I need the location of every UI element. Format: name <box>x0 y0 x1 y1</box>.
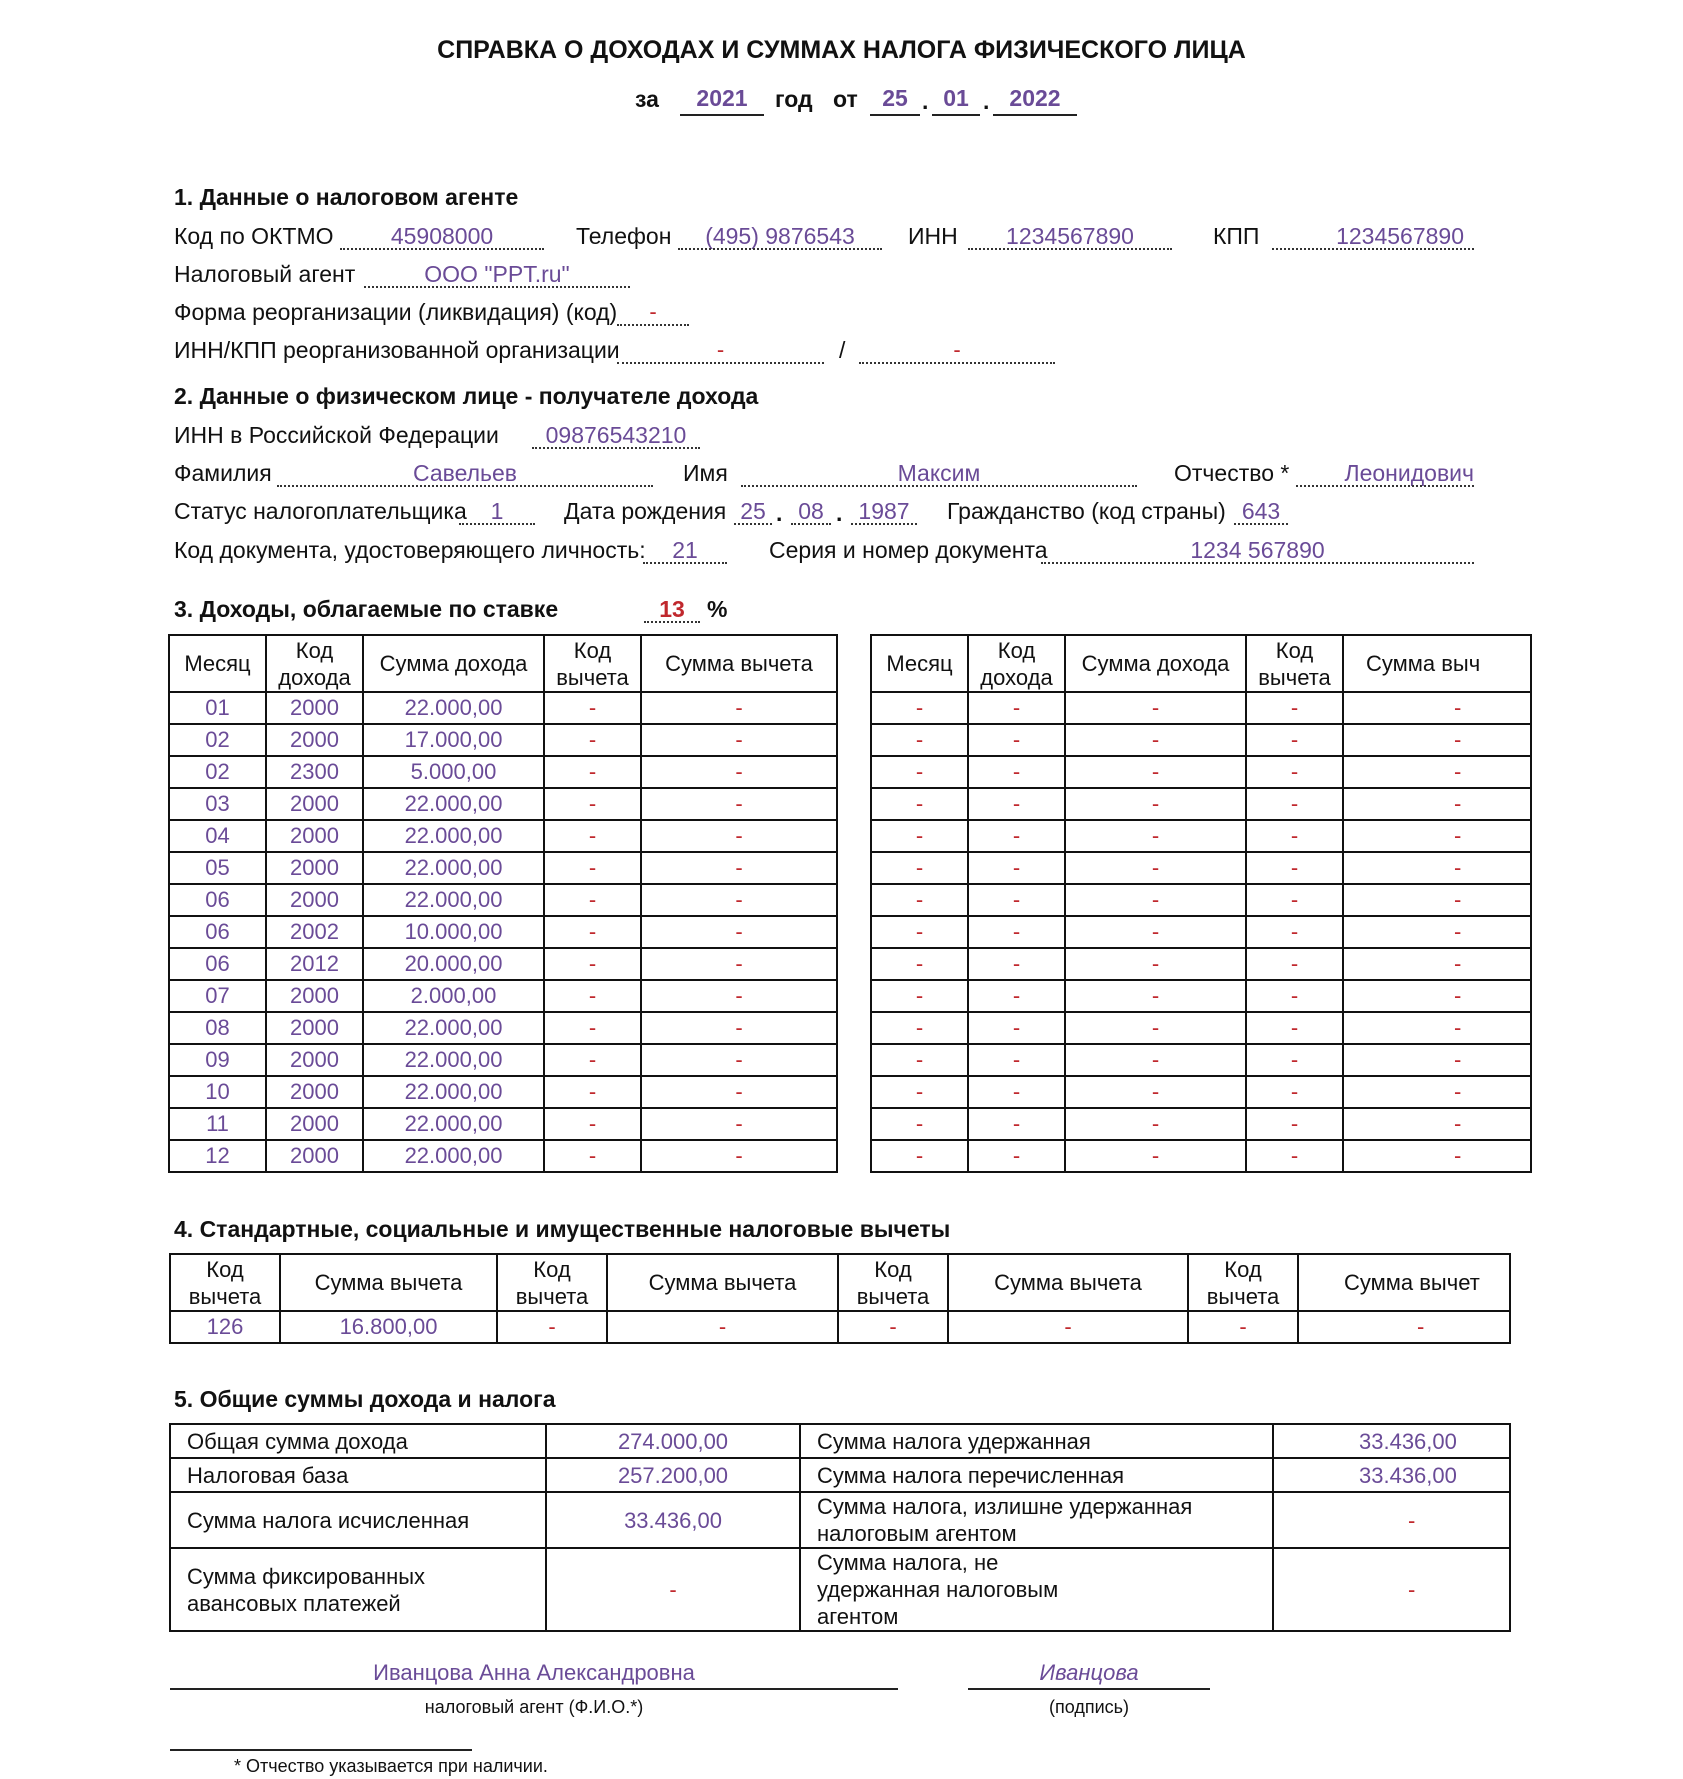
signature-caption: (подпись) <box>1048 1697 1130 1717</box>
oktmo-field[interactable]: 45908000 <box>390 223 494 249</box>
table-row <box>169 852 837 884</box>
total-label: Сумма налога исчисленная <box>170 1492 546 1548</box>
table-cell[interactable]: - <box>544 852 641 884</box>
table-cell[interactable]: - <box>544 884 641 916</box>
table-cell[interactable]: 02 <box>169 724 266 756</box>
table-cell[interactable]: 22.000,00 <box>363 1012 544 1044</box>
column-header: Код вычета <box>497 1254 607 1311</box>
column-header: Сумма дохода <box>363 635 544 692</box>
table-cell[interactable]: - <box>968 916 1065 948</box>
table-cell[interactable]: - <box>968 820 1065 852</box>
table-cell[interactable]: - <box>544 1012 641 1044</box>
table-row <box>169 1140 837 1172</box>
table-cell[interactable]: 22.000,00 <box>363 1108 544 1140</box>
table-cell[interactable]: - <box>1343 692 1531 724</box>
table-cell[interactable]: - <box>871 916 968 948</box>
table-cell[interactable]: - <box>1065 916 1246 948</box>
doc-year[interactable]: 2022 <box>1009 85 1061 111</box>
table-cell[interactable]: - <box>641 1108 837 1140</box>
table-cell[interactable]: - <box>1343 1076 1531 1108</box>
table-cell[interactable]: - <box>641 980 837 1012</box>
table-cell[interactable]: - <box>544 1076 641 1108</box>
table-cell[interactable]: 22.000,00 <box>363 788 544 820</box>
table-cell[interactable]: 5.000,00 <box>363 756 544 788</box>
table-cell[interactable]: - <box>1246 788 1343 820</box>
table-cell[interactable]: - <box>544 820 641 852</box>
table-cell[interactable]: - <box>544 948 641 980</box>
table-row <box>169 724 837 756</box>
table-cell[interactable]: 11 <box>169 1108 266 1140</box>
inn-label: ИНН <box>908 223 958 249</box>
table-cell[interactable]: - <box>544 756 641 788</box>
table-row <box>169 692 837 724</box>
table-row <box>871 980 1531 1012</box>
table-cell[interactable]: - <box>641 948 837 980</box>
agent-field[interactable]: ООО "PPT.ru" <box>424 261 570 287</box>
column-header: Месяц <box>169 635 266 692</box>
doc-month[interactable]: 01 <box>943 85 969 111</box>
column-header: Сумма вычета <box>641 635 837 692</box>
table-cell[interactable]: 07 <box>169 980 266 1012</box>
table-cell[interactable]: 06 <box>169 916 266 948</box>
table-cell[interactable]: - <box>968 692 1065 724</box>
table-cell[interactable]: - <box>1246 1140 1343 1172</box>
total-label: Налоговая база <box>170 1458 546 1492</box>
table-cell[interactable]: 03 <box>169 788 266 820</box>
table-cell[interactable]: - <box>1246 916 1343 948</box>
table-cell[interactable]: - <box>641 756 837 788</box>
table-row <box>871 1108 1531 1140</box>
agent-full-name[interactable]: Иванцова Анна Александровна <box>373 1660 695 1685</box>
table-cell[interactable]: - <box>871 692 968 724</box>
table-cell[interactable]: 12 <box>169 1140 266 1172</box>
person-inn-label: ИНН в Российской Федерации <box>174 422 499 448</box>
god-label: год <box>775 86 813 112</box>
table-cell[interactable]: - <box>1246 756 1343 788</box>
table-cell[interactable]: - <box>641 1140 837 1172</box>
table-cell[interactable]: 06 <box>169 884 266 916</box>
table-cell[interactable]: 10 <box>169 1076 266 1108</box>
table-cell[interactable]: - <box>544 1108 641 1140</box>
dob-sep: . <box>776 500 783 526</box>
table-cell[interactable]: - <box>1065 852 1246 884</box>
table-cell[interactable]: - <box>871 1012 968 1044</box>
citizenship-field[interactable]: 643 <box>1241 498 1281 524</box>
column-header: Код дохода <box>968 635 1065 692</box>
table-cell[interactable]: - <box>544 692 641 724</box>
table-cell[interactable]: - <box>871 1076 968 1108</box>
table-cell[interactable]: 01 <box>169 692 266 724</box>
table-cell[interactable]: - <box>1343 1108 1531 1140</box>
table-row <box>871 948 1531 980</box>
za-label: за <box>635 86 659 112</box>
column-header: Код вычета <box>838 1254 948 1311</box>
table-row <box>169 980 837 1012</box>
table-row <box>169 820 837 852</box>
table-row <box>871 1044 1531 1076</box>
table-cell[interactable]: - <box>968 852 1065 884</box>
column-header: Код вычета <box>1188 1254 1298 1311</box>
patronymic-field[interactable]: Леонидович <box>1344 460 1474 486</box>
status-label: Статус налогоплательщика <box>174 498 467 524</box>
table-cell[interactable]: - <box>871 756 968 788</box>
table-cell[interactable]: - <box>1065 1012 1246 1044</box>
table-cell[interactable]: - <box>1065 980 1246 1012</box>
table-cell[interactable]: - <box>871 820 968 852</box>
dob-label: Дата рождения <box>564 498 727 524</box>
table-cell[interactable]: - <box>968 756 1065 788</box>
dob-year[interactable]: 1987 <box>858 498 910 524</box>
reorg-field[interactable]: - <box>649 299 657 324</box>
table-cell[interactable]: - <box>1246 948 1343 980</box>
table-cell[interactable]: 2000 <box>266 1012 363 1044</box>
table-cell[interactable]: - <box>968 788 1065 820</box>
citizenship-label: Гражданство (код страны) <box>947 498 1226 524</box>
table-cell[interactable]: - <box>1246 980 1343 1012</box>
table-cell[interactable]: - <box>968 1044 1065 1076</box>
doc-code-field[interactable]: 21 <box>672 537 698 563</box>
section3-title: 3. Доходы, облагаемые по ставке <box>174 596 559 622</box>
table-cell[interactable]: - <box>1065 756 1246 788</box>
table-cell[interactable]: 2000 <box>266 1140 363 1172</box>
table-row <box>871 788 1531 820</box>
income-table-right-wrap <box>868 633 1481 1179</box>
table-cell[interactable]: - <box>871 980 968 1012</box>
table-cell[interactable]: 2000 <box>266 724 363 756</box>
table-cell[interactable]: 2000 <box>266 980 363 1012</box>
table-row <box>169 884 837 916</box>
name-label: Имя <box>683 460 728 486</box>
table-cell[interactable]: 05 <box>169 852 266 884</box>
table-row <box>871 692 1531 724</box>
surname-field[interactable]: Савельев <box>412 460 518 486</box>
totals-table <box>169 1423 1511 1632</box>
deduction-sum[interactable]: - <box>948 1311 1188 1343</box>
table-row <box>871 884 1531 916</box>
column-header: Сумма вычета <box>280 1254 497 1311</box>
phone-field[interactable]: (495) 9876543 <box>705 223 855 249</box>
income-table-right <box>870 634 1532 1173</box>
table-cell[interactable]: - <box>641 788 837 820</box>
date-sep: . <box>983 88 990 114</box>
total-label: Сумма налога удержанная <box>800 1424 1273 1458</box>
total-label: Сумма налога, не удержанная налоговым агентом <box>800 1548 1273 1631</box>
table-cell[interactable]: - <box>544 1044 641 1076</box>
table-row <box>871 916 1531 948</box>
table-cell[interactable]: - <box>1343 1140 1531 1172</box>
table-row <box>169 756 837 788</box>
table-cell[interactable]: - <box>968 1140 1065 1172</box>
column-header: Код дохода <box>266 635 363 692</box>
table-cell[interactable]: - <box>1065 724 1246 756</box>
table-cell[interactable]: - <box>1343 820 1531 852</box>
section4-title: 4. Стандартные, социальные и имущественные налоговые вычеты <box>174 1216 951 1242</box>
table-cell[interactable]: - <box>641 692 837 724</box>
total-value[interactable]: 274.000,00 <box>546 1424 800 1458</box>
table-cell[interactable]: 10.000,00 <box>363 916 544 948</box>
table-cell[interactable]: - <box>1246 852 1343 884</box>
status-field[interactable]: 1 <box>490 498 504 524</box>
table-cell[interactable]: - <box>871 1140 968 1172</box>
oktmo-label: Код по ОКТМО <box>174 223 334 249</box>
table-cell[interactable]: - <box>1246 1012 1343 1044</box>
year-value[interactable]: 2021 <box>696 85 748 111</box>
table-cell[interactable]: - <box>544 1140 641 1172</box>
total-value[interactable]: - <box>1273 1492 1510 1548</box>
section1-title: 1. Данные о налоговом агенте <box>174 184 519 210</box>
table-cell[interactable]: - <box>968 1012 1065 1044</box>
deductions-table <box>169 1253 1511 1344</box>
table-cell[interactable]: - <box>1343 916 1531 948</box>
table-cell[interactable]: - <box>1343 852 1531 884</box>
table-cell[interactable]: - <box>871 1044 968 1076</box>
table-row <box>169 1012 837 1044</box>
section5-title: 5. Общие суммы дохода и налога <box>174 1386 556 1412</box>
table-cell[interactable]: 2000 <box>266 1076 363 1108</box>
dob-day[interactable]: 25 <box>740 498 766 524</box>
table-cell[interactable]: - <box>871 852 968 884</box>
total-value[interactable]: 257.200,00 <box>546 1458 800 1492</box>
income-table-left <box>168 634 838 1173</box>
table-cell[interactable]: - <box>871 948 968 980</box>
table-cell[interactable]: - <box>544 724 641 756</box>
total-label: Сумма налога перечисленная <box>800 1458 1273 1492</box>
deduction-code[interactable]: - <box>1188 1311 1298 1343</box>
ot-label: от <box>833 86 858 112</box>
doc-code-label: Код документа, удостоверяющего личность: <box>174 537 646 563</box>
table-cell[interactable]: - <box>1246 1076 1343 1108</box>
table-cell[interactable]: 2012 <box>266 948 363 980</box>
totals-table-wrap <box>168 1422 1475 1629</box>
table-row <box>871 1140 1531 1172</box>
reorg-kpp-field[interactable]: - <box>953 337 961 362</box>
table-cell[interactable]: 22.000,00 <box>363 1044 544 1076</box>
table-cell[interactable]: 2000 <box>266 692 363 724</box>
table-cell[interactable]: - <box>1065 1108 1246 1140</box>
table-cell[interactable]: - <box>1343 724 1531 756</box>
signature[interactable]: Иванцова <box>1039 1660 1139 1685</box>
table-cell[interactable]: - <box>968 884 1065 916</box>
deductions-table-wrap <box>168 1252 1480 1352</box>
total-value[interactable]: - <box>1273 1548 1510 1631</box>
table-cell[interactable]: - <box>641 820 837 852</box>
agent-label: Налоговый агент <box>174 261 356 287</box>
reorg-inn-label: ИНН/КПП реорганизованной организации <box>174 337 620 363</box>
deduction-sum[interactable]: 16.800,00 <box>280 1311 497 1343</box>
table-cell[interactable]: - <box>968 980 1065 1012</box>
footnote: * Отчество указывается при наличии. <box>234 1756 548 1776</box>
table-cell[interactable]: - <box>1065 884 1246 916</box>
footnote-divider <box>170 1749 472 1751</box>
total-value[interactable]: 33.436,00 <box>1273 1458 1510 1492</box>
table-row <box>871 756 1531 788</box>
table-cell[interactable]: 22.000,00 <box>363 884 544 916</box>
document-title: СПРАВКА О ДОХОДАХ И СУММАХ НАЛОГА ФИЗИЧЕСКОГО ЛИЦА <box>437 36 1246 64</box>
table-row <box>169 1108 837 1140</box>
table-cell[interactable]: - <box>544 980 641 1012</box>
table-cell[interactable]: 2000 <box>266 1108 363 1140</box>
table-cell[interactable]: - <box>641 724 837 756</box>
patronymic-label: Отчество * <box>1174 460 1290 486</box>
deduction-code[interactable]: - <box>838 1311 948 1343</box>
table-cell[interactable]: - <box>871 884 968 916</box>
table-cell[interactable]: 06 <box>169 948 266 980</box>
table-cell[interactable]: 08 <box>169 1012 266 1044</box>
table-cell[interactable]: - <box>1343 756 1531 788</box>
table-cell[interactable]: 09 <box>169 1044 266 1076</box>
kpp-field[interactable]: 1234567890 <box>1336 223 1464 249</box>
table-cell[interactable]: - <box>968 1108 1065 1140</box>
tax-rate-field[interactable]: 13 <box>659 596 685 622</box>
phone-label: Телефон <box>576 223 672 249</box>
table-row <box>169 948 837 980</box>
table-cell[interactable]: - <box>1065 1140 1246 1172</box>
table-cell[interactable]: - <box>1246 884 1343 916</box>
table-cell[interactable]: - <box>1065 948 1246 980</box>
table-cell[interactable]: 20.000,00 <box>363 948 544 980</box>
table-cell[interactable]: - <box>871 1108 968 1140</box>
table-cell[interactable]: 2000 <box>266 1044 363 1076</box>
deduction-sum[interactable]: - <box>1298 1311 1510 1343</box>
dob-month[interactable]: 08 <box>798 498 824 524</box>
table-cell[interactable]: 22.000,00 <box>363 852 544 884</box>
name-field[interactable]: Максим <box>897 460 981 486</box>
table-row <box>169 1076 837 1108</box>
table-cell[interactable]: - <box>1065 1076 1246 1108</box>
table-cell[interactable]: - <box>968 948 1065 980</box>
table-cell[interactable]: - <box>1246 724 1343 756</box>
table-cell[interactable]: - <box>641 852 837 884</box>
table-cell[interactable]: - <box>1065 820 1246 852</box>
table-row <box>871 852 1531 884</box>
total-label: Сумма налога, излишне удержанная налоговым агентом <box>800 1492 1273 1548</box>
table-row <box>871 724 1531 756</box>
total-value[interactable]: 33.436,00 <box>546 1492 800 1548</box>
table-cell[interactable]: 17.000,00 <box>363 724 544 756</box>
doc-number-label: Серия и номер документа <box>769 537 1048 563</box>
table-cell[interactable]: - <box>1343 948 1531 980</box>
column-header: Код вычета <box>170 1254 280 1311</box>
kpp-label: КПП <box>1213 223 1260 249</box>
table-cell[interactable]: 02 <box>169 756 266 788</box>
table-cell[interactable]: - <box>641 1012 837 1044</box>
percent-sign: % <box>707 596 728 622</box>
agent-inn-field[interactable]: 1234567890 <box>1006 223 1134 249</box>
table-cell[interactable]: 2000 <box>266 820 363 852</box>
deduction-code[interactable]: - <box>497 1311 607 1343</box>
deduction-code[interactable]: 126 <box>170 1311 280 1343</box>
agent-name-caption: налоговый агент (Ф.И.О.*) <box>424 1697 644 1717</box>
table-cell[interactable]: - <box>544 916 641 948</box>
table-cell[interactable]: - <box>1246 1044 1343 1076</box>
total-value[interactable]: - <box>546 1548 800 1631</box>
table-cell[interactable]: 04 <box>169 820 266 852</box>
table-cell[interactable]: - <box>1246 1108 1343 1140</box>
column-header: Сумма дохода <box>1065 635 1246 692</box>
table-cell[interactable]: 22.000,00 <box>363 692 544 724</box>
table-row <box>871 820 1531 852</box>
table-cell[interactable]: 2300 <box>266 756 363 788</box>
total-label: Общая сумма дохода <box>170 1424 546 1458</box>
person-inn-field[interactable]: 09876543210 <box>545 422 687 448</box>
table-cell[interactable]: - <box>1065 692 1246 724</box>
table-cell[interactable]: - <box>968 1076 1065 1108</box>
table-cell[interactable]: 2000 <box>266 852 363 884</box>
column-header: Сумма вычета <box>607 1254 838 1311</box>
table-cell[interactable]: - <box>1343 788 1531 820</box>
table-cell[interactable]: - <box>1343 1012 1531 1044</box>
column-header: Сумма вычет <box>1298 1254 1510 1311</box>
table-cell[interactable]: 22.000,00 <box>363 1076 544 1108</box>
table-cell[interactable]: - <box>871 788 968 820</box>
table-cell[interactable]: 2000 <box>266 788 363 820</box>
table-row <box>169 1044 837 1076</box>
total-label: Сумма фиксированных авансовых платежей <box>170 1548 546 1631</box>
table-cell[interactable]: - <box>641 884 837 916</box>
table-cell[interactable]: 2000 <box>266 884 363 916</box>
table-cell[interactable]: - <box>1065 1044 1246 1076</box>
slash-separator: / <box>839 337 846 363</box>
table-cell[interactable]: - <box>641 1076 837 1108</box>
table-cell[interactable]: 22.000,00 <box>363 820 544 852</box>
column-header: Код вычета <box>544 635 641 692</box>
date-sep: . <box>922 88 929 114</box>
surname-label: Фамилия <box>174 460 272 486</box>
table-cell[interactable]: 22.000,00 <box>363 1140 544 1172</box>
section2-title: 2. Данные о физическом лице - получателе дохода <box>174 383 759 409</box>
table-row <box>871 1012 1531 1044</box>
deduction-sum[interactable]: - <box>607 1311 838 1343</box>
table-cell[interactable]: - <box>968 724 1065 756</box>
reorg-label: Форма реорганизации (ликвидация) (код) <box>174 299 618 325</box>
table-row <box>169 916 837 948</box>
table-cell[interactable]: - <box>1343 1044 1531 1076</box>
table-cell[interactable]: - <box>544 788 641 820</box>
table-cell[interactable]: - <box>1343 884 1531 916</box>
table-cell[interactable]: - <box>1343 980 1531 1012</box>
dob-sep: . <box>836 500 843 526</box>
table-cell[interactable]: - <box>1246 820 1343 852</box>
total-value[interactable]: 33.436,00 <box>1273 1424 1510 1458</box>
table-cell[interactable]: - <box>1246 692 1343 724</box>
column-header: Код вычета <box>1246 635 1343 692</box>
column-header: Сумма вычета <box>948 1254 1188 1311</box>
table-cell[interactable]: - <box>871 724 968 756</box>
table-row <box>169 788 837 820</box>
table-cell[interactable]: - <box>1065 788 1246 820</box>
reorg-inn-field[interactable]: - <box>716 337 725 362</box>
column-header: Месяц <box>871 635 968 692</box>
column-header: Сумма выч <box>1343 635 1531 692</box>
table-cell[interactable]: - <box>641 916 837 948</box>
table-cell[interactable]: 2.000,00 <box>363 980 544 1012</box>
doc-day[interactable]: 25 <box>882 85 908 111</box>
table-cell[interactable]: 2002 <box>266 916 363 948</box>
table-row <box>871 1076 1531 1108</box>
table-cell[interactable]: - <box>641 1044 837 1076</box>
doc-number-field[interactable]: 1234 567890 <box>1190 537 1325 563</box>
